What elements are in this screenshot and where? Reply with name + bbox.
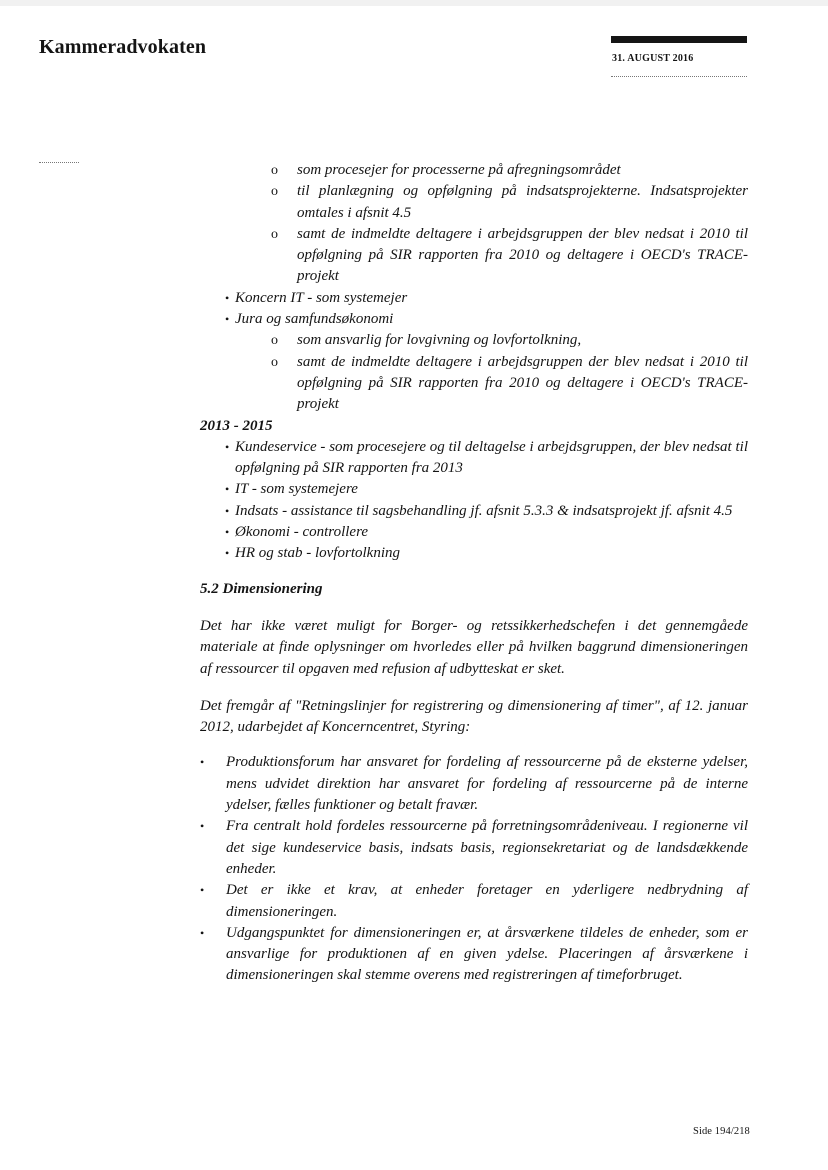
unit-list-early xyxy=(200,288,748,331)
period-heading: 2013 - 2015 xyxy=(200,417,273,434)
sublist-text: samt de indmeldte deltagere i arbejdsgruppen der blev nedsat i 2010 til opfølgning på SIR rapporten fra 2010 og deltagere i OECD's TRACE-projekt xyxy=(297,353,748,413)
list-item xyxy=(200,501,748,522)
list-item xyxy=(200,752,748,816)
paragraph: Det fremgår af "Retningslinjer for registrering og dimensionering af timer", af 12. januar 2012, udarbejdet af Koncerncentret, Styring: xyxy=(200,697,748,736)
disc-bullet-icon: • xyxy=(225,525,230,540)
list-item xyxy=(200,522,748,543)
list-item-text: Fra centralt hold fordeles ressourcerne på forretningsområdeniveau. I regionerne vil det sige kundeservice basis, indsats basis, regionsekretariat og de landsdækkende enheder. xyxy=(226,818,748,877)
list-item xyxy=(200,880,748,923)
document-body xyxy=(200,160,748,987)
disc-bullet-icon: • xyxy=(225,482,230,497)
list-item xyxy=(200,309,748,330)
header-dotted-rule xyxy=(611,76,747,77)
header-black-bar xyxy=(611,36,747,43)
list-item-text: Indsats - assistance til sagsbehandling jf. afsnit 5.3.3 & indsatsprojekt jf. afsnit 4.5 xyxy=(235,502,733,519)
guideline-list xyxy=(200,752,748,986)
margin-dotted-rule xyxy=(39,162,79,163)
disc-bullet-icon: • xyxy=(200,819,205,834)
circle-bullet-icon: o xyxy=(271,163,278,178)
disc-bullet-icon: • xyxy=(200,883,205,898)
circle-bullet-icon: o xyxy=(271,184,278,200)
sublist-text: til planlægning og opfølgning på indsatsprojekterne. Indsatsprojekter omtales i afsnit 4.5 xyxy=(297,183,748,221)
circle-bullet-icon: o xyxy=(271,226,278,242)
disc-bullet-icon: • xyxy=(200,925,205,940)
list-item xyxy=(200,923,748,987)
list-item xyxy=(200,816,748,880)
list-item-text: HR og stab - lovfortolkning xyxy=(235,545,400,562)
sublist-text: som ansvarlig for lovgivning og lovfortolkning, xyxy=(297,332,582,349)
circle-bullet-icon: o xyxy=(271,333,278,349)
disc-bullet-icon: • xyxy=(200,755,205,770)
disc-bullet-icon: • xyxy=(225,312,230,327)
list-item-text: Produktionsforum har ansvaret for fordeling af ressourcerne på de eksterne ydelser, mens udvidet direktion har ansvaret for fordeling af ressourcerne på de interne ydelser, fælles funktioner og betalt fravær. xyxy=(226,754,748,814)
document-date: 31. AUGUST 2016 xyxy=(612,53,694,64)
list-item-text: Det er ikke et krav, at enheder foretager en yderligere nedbrydning af dimensioneringen. xyxy=(226,882,748,920)
section-heading: 5.2 Dimensionering xyxy=(200,580,323,597)
list-item-text: Økonomi - controllere xyxy=(235,524,369,541)
list-item xyxy=(271,160,748,181)
disc-bullet-icon: • xyxy=(225,290,230,305)
disc-bullet-icon: • xyxy=(225,546,230,561)
list-item-text: Udgangspunktet for dimensioneringen er, at årsværkene tildeles de enheder, som er ansvarlige for produktionen af en given ydelse. Placeringen af årsværkene i dimensioneringen skal stemme overens med registreringen af timeforbruget. xyxy=(226,924,748,984)
list-item-text: Koncern IT - som systemejer xyxy=(235,289,408,306)
disc-bullet-icon: • xyxy=(225,439,230,454)
sublist-text: som procesejer for processerne på afregningsområdet xyxy=(297,162,621,178)
unit-list-2013-2015 xyxy=(200,437,748,565)
organization-name: Kammeradvokaten xyxy=(39,36,207,58)
page-number: Side 194/218 xyxy=(693,1126,750,1137)
sublist-text: samt de indmeldte deltagere i arbejdsgruppen der blev nedsat i 2010 til opfølgning på SIR rapporten fra 2010 og deltagere i OECD's TRACE-projekt xyxy=(297,225,748,285)
disc-bullet-icon: • xyxy=(225,503,230,518)
list-item xyxy=(200,479,748,500)
page-top-edge xyxy=(0,0,828,6)
list-item xyxy=(200,288,748,309)
list-item xyxy=(271,352,748,416)
list-item xyxy=(271,330,748,351)
list-item-text: Jura og samfundsøkonomi xyxy=(235,311,394,328)
sublist-continued xyxy=(271,160,748,288)
list-item xyxy=(271,224,748,288)
jura-sublist xyxy=(271,330,748,415)
list-item-text: Kundeservice - som procesejere og til deltagelse i arbejdsgruppen, der blev nedsat til opfølgning på SIR rapporten fra 2013 xyxy=(235,438,748,477)
list-item xyxy=(200,543,748,564)
paragraph: Det har ikke været muligt for Borger- og retssikkerhedschefen i det gennemgåede materiale at finde oplysninger om hvorledes eller på hvilken baggrund dimensioneringen af ressourcer til opgaven med refusion af udbytteskat er sket. xyxy=(200,617,748,677)
list-item xyxy=(200,437,748,480)
circle-bullet-icon: o xyxy=(271,354,278,370)
list-item xyxy=(271,181,748,224)
list-item-text: IT - som systemejere xyxy=(235,481,358,498)
